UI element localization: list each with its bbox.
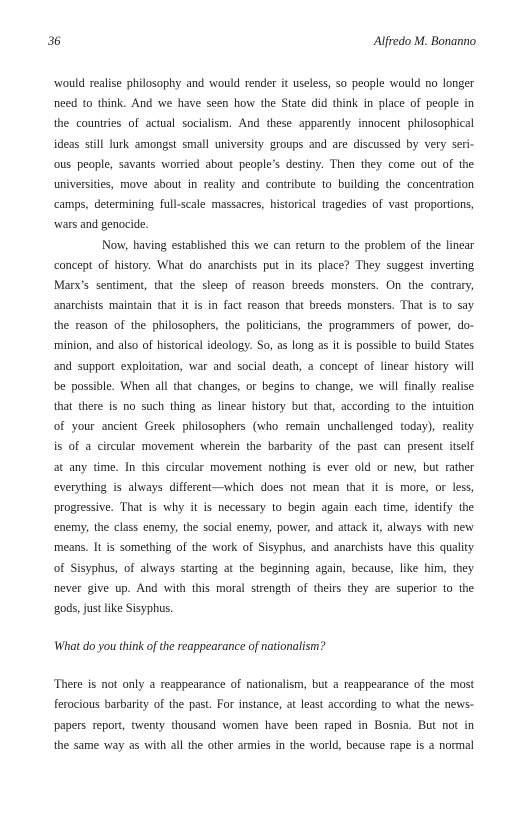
text-line: There is not only a reappearance of nationalism, but a reappearance of the most: [54, 677, 474, 692]
paragraph-1: [54, 73, 474, 235]
text-line: that there is no such thing as linear history but that, according to the intuition: [54, 399, 474, 413]
text-line: Marx’s sentiment, that the sleep of reason breeds monsters. On the contrary,: [54, 277, 474, 292]
text-line: is of a circular movement wherein the barbarity of the past can present itself: [54, 439, 474, 454]
text-line: be possible. When all that changes, or begins to change, we will finally realise: [54, 378, 474, 393]
text-line: and support exploitation, war and social death, a concept of linear history will: [54, 358, 474, 373]
text-line: everything is always different—which does not mean that it is more, or less,: [54, 479, 474, 494]
text-line: Now, having established this we can return to the problem of the linear: [102, 237, 474, 252]
page-body: [54, 73, 474, 755]
text-line: minion, and also of historical ideology. So, as long as it is possible to build States: [54, 338, 474, 353]
text-line: concept of history. What do anarchists put in its place? They suggest inverting: [54, 257, 474, 272]
text-line: papers report, twenty thousand women have been raped in Bosnia. But not in: [54, 717, 474, 732]
text-line: at any time. In this circular movement nothing is ever old or new, but rather: [54, 459, 474, 474]
text-line: of your ancient Greek philosophers (who remain unchallenged today), reality: [54, 419, 474, 434]
text-line: of Sisyphus, of always starting at the beginning again, because, like him, they: [54, 560, 474, 575]
page-header: [48, 34, 476, 52]
page-number: 36: [48, 34, 61, 48]
paragraph-3: [54, 674, 474, 755]
text-line: progressive. That is why it is necessary to begin again each time, identify the: [54, 499, 474, 514]
text-line: the countries of actual socialism. And these apparently innocent philosophical: [54, 116, 474, 131]
text-line: never give up. And with this moral strength of theirs they are superior to the: [54, 580, 474, 595]
text-line: would realise philosophy and would render it useless, so people would no longer: [54, 76, 474, 90]
text-line: need to think. And we have seen how the State did think in place of people in: [54, 96, 474, 111]
text-line: universities, move about in reality and contribute to building the concentration: [54, 176, 474, 191]
paragraph-2: [54, 235, 474, 619]
text-line: wars and genocide.: [54, 217, 149, 232]
interview-question: What do you think of the reappearance of nationalism?: [54, 639, 326, 654]
text-line: gods, just like Sisyphus.: [54, 600, 174, 615]
text-line: anarchists maintain that it is in fact reason that breeds monsters. That is to say: [54, 298, 474, 313]
text-line: ous people, savants worried about people’s destiny. Then they come out of the: [54, 156, 474, 171]
text-line: enemy, the class enemy, the social enemy, power, and attack it, always with new: [54, 520, 474, 535]
running-head-author: Alfredo M. Bonanno: [374, 34, 476, 48]
text-line: the reason of the philosophers, the politicians, the programmers of power, do-: [54, 318, 474, 333]
text-line: ideas still lurk amongst small university groups and are discussed by very seri-: [54, 136, 474, 151]
text-line: means. It is something of the work of Sisyphus, and anarchists have this quality: [54, 540, 474, 555]
text-line: ferocious barbarity of the past. For instance, at least according to what the news-: [54, 697, 474, 712]
text-line: the same way as with all the other armies in the world, because rape is a normal: [54, 737, 474, 752]
text-line: camps, determining full-scale massacres, historical tragedies of vast proportions,: [54, 197, 474, 212]
